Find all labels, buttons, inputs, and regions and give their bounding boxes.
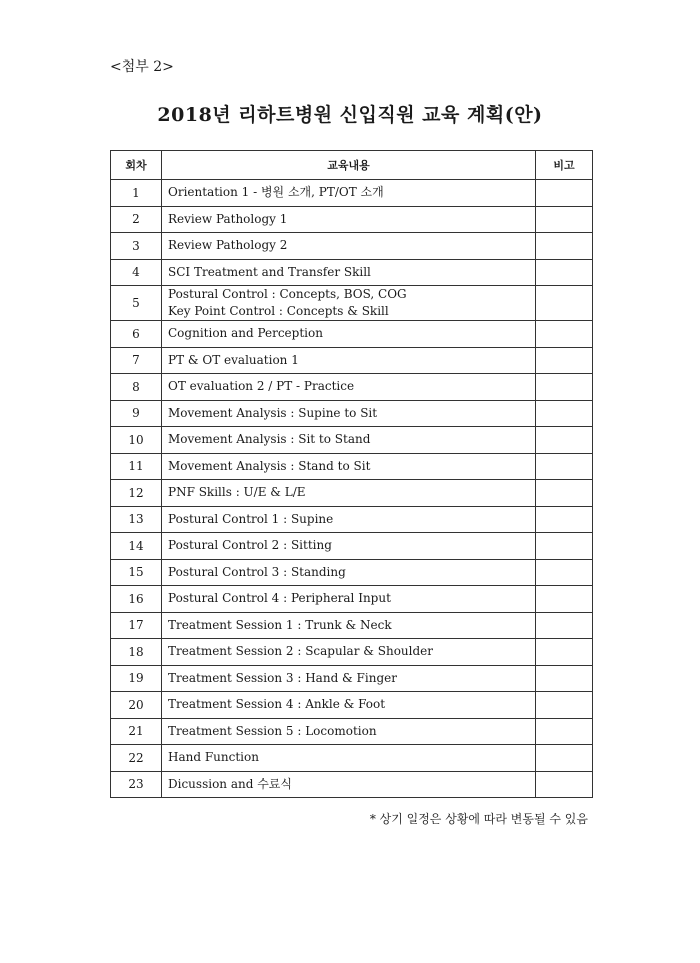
- session-number: 18: [111, 639, 162, 666]
- session-number: 12: [111, 480, 162, 507]
- header-content: 교육내용: [162, 151, 536, 180]
- session-remarks: [536, 612, 593, 639]
- session-number: 22: [111, 745, 162, 772]
- session-content: Treatment Session 5 : Locomotion: [162, 718, 536, 745]
- session-remarks: [536, 374, 593, 401]
- table-row: [111, 286, 593, 321]
- table-row: [111, 586, 593, 613]
- session-number: 6: [111, 321, 162, 348]
- table-row: [111, 559, 593, 586]
- session-remarks: [536, 286, 593, 321]
- session-content: Postural Control 1 : Supine: [162, 506, 536, 533]
- session-content: PT & OT evaluation 1: [162, 347, 536, 374]
- table-header-row: [111, 151, 593, 180]
- session-number: 17: [111, 612, 162, 639]
- session-content: Review Pathology 1: [162, 206, 536, 233]
- table-row: [111, 321, 593, 348]
- session-content: Postural Control 2 : Sitting: [162, 533, 536, 560]
- table-row: [111, 180, 593, 207]
- table-row: [111, 233, 593, 260]
- session-number: 3: [111, 233, 162, 260]
- session-content: Hand Function: [162, 745, 536, 772]
- table-row: [111, 506, 593, 533]
- footnote: * 상기 일정은 상황에 따라 변동될 수 있음: [369, 812, 588, 826]
- session-number: 20: [111, 692, 162, 719]
- session-number: 10: [111, 427, 162, 454]
- session-remarks: [536, 453, 593, 480]
- session-content: Treatment Session 3 : Hand & Finger: [162, 665, 536, 692]
- session-content: Orientation 1 - 병원 소개, PT/OT 소개: [162, 180, 536, 207]
- session-remarks: [536, 506, 593, 533]
- session-remarks: [536, 533, 593, 560]
- page-title: 2018년 리하트병원 신입직원 교육 계획(안): [157, 104, 543, 126]
- session-content-line1: Postural Control : Concepts, BOS, COG: [168, 287, 407, 301]
- table-row: [111, 745, 593, 772]
- session-remarks: [536, 480, 593, 507]
- header-remarks: 비고: [536, 151, 593, 180]
- session-remarks: [536, 206, 593, 233]
- session-number: 14: [111, 533, 162, 560]
- session-remarks: [536, 586, 593, 613]
- session-content: Review Pathology 2: [162, 233, 536, 260]
- session-content: Cognition and Perception: [162, 321, 536, 348]
- session-content-line2: Key Point Control : Concepts & Skill: [168, 304, 389, 318]
- table-row: [111, 347, 593, 374]
- session-content: OT evaluation 2 / PT - Practice: [162, 374, 536, 401]
- table-row: [111, 259, 593, 286]
- table-row: [111, 480, 593, 507]
- table-row: [111, 639, 593, 666]
- session-remarks: [536, 347, 593, 374]
- table-row: [111, 374, 593, 401]
- table-row: [111, 427, 593, 454]
- session-content: PNF Skills : U/E & L/E: [162, 480, 536, 507]
- session-number: 21: [111, 718, 162, 745]
- session-remarks: [536, 400, 593, 427]
- header-session: 회차: [111, 151, 162, 180]
- session-number: 15: [111, 559, 162, 586]
- session-content: SCI Treatment and Transfer Skill: [162, 259, 536, 286]
- attachment-label: <첨부 2>: [110, 59, 174, 75]
- session-number: 23: [111, 771, 162, 798]
- session-number: 9: [111, 400, 162, 427]
- table-row: [111, 665, 593, 692]
- table-row: [111, 533, 593, 560]
- table-body: [111, 180, 593, 798]
- session-content: Treatment Session 2 : Scapular & Shoulder: [162, 639, 536, 666]
- session-number: 19: [111, 665, 162, 692]
- session-number: 13: [111, 506, 162, 533]
- session-remarks: [536, 718, 593, 745]
- session-number: 16: [111, 586, 162, 613]
- session-remarks: [536, 233, 593, 260]
- session-content: Postural Control 3 : Standing: [162, 559, 536, 586]
- session-number: 11: [111, 453, 162, 480]
- session-remarks: [536, 259, 593, 286]
- table-row: [111, 612, 593, 639]
- session-number: 7: [111, 347, 162, 374]
- session-content: Postural Control 4 : Peripheral Input: [162, 586, 536, 613]
- session-number: 5: [111, 286, 162, 321]
- session-content: Dicussion and 수료식: [162, 771, 536, 798]
- table-row: [111, 453, 593, 480]
- session-number: 1: [111, 180, 162, 207]
- session-content: [162, 286, 536, 321]
- session-content: Movement Analysis : Sit to Stand: [162, 427, 536, 454]
- session-content: Movement Analysis : Stand to Sit: [162, 453, 536, 480]
- session-number: 2: [111, 206, 162, 233]
- session-remarks: [536, 639, 593, 666]
- session-remarks: [536, 559, 593, 586]
- session-content: Movement Analysis : Supine to Sit: [162, 400, 536, 427]
- session-remarks: [536, 692, 593, 719]
- table-row: [111, 771, 593, 798]
- session-remarks: [536, 745, 593, 772]
- session-content: Treatment Session 4 : Ankle & Foot: [162, 692, 536, 719]
- session-number: 4: [111, 259, 162, 286]
- table-row: [111, 718, 593, 745]
- session-remarks: [536, 321, 593, 348]
- session-remarks: [536, 180, 593, 207]
- session-content: Treatment Session 1 : Trunk & Neck: [162, 612, 536, 639]
- session-number: 8: [111, 374, 162, 401]
- education-plan-table: [110, 150, 593, 798]
- table-row: [111, 206, 593, 233]
- table-row: [111, 400, 593, 427]
- session-remarks: [536, 771, 593, 798]
- session-remarks: [536, 665, 593, 692]
- table-row: [111, 692, 593, 719]
- session-remarks: [536, 427, 593, 454]
